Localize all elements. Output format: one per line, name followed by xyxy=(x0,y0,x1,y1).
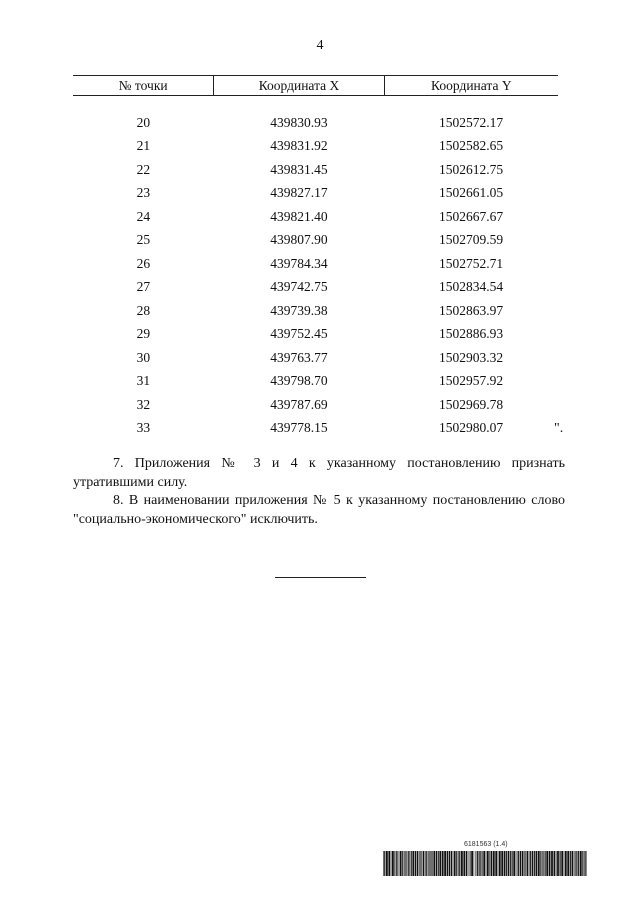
cell-coordinate-y: 1502834.54 xyxy=(439,279,504,295)
cell-point-number: 33 xyxy=(136,420,151,436)
table-body xyxy=(73,96,558,441)
cell-coordinate-x: 439742.75 xyxy=(270,279,328,295)
column-header-y: Координата Y xyxy=(384,76,558,96)
cell-point-number: 21 xyxy=(136,138,151,154)
cell-coordinate-x: 439821.40 xyxy=(270,208,328,224)
cell-coordinate-y: 1502980.07 xyxy=(439,420,504,436)
table-row xyxy=(73,135,558,159)
cell-coordinate-x: 439827.17 xyxy=(270,185,328,201)
coordinates-table xyxy=(73,75,558,440)
table-row xyxy=(73,182,558,206)
cell-point-number: 20 xyxy=(136,114,151,130)
cell-coordinate-x: 439830.93 xyxy=(270,114,328,130)
paragraph-8: 8. В наименовании приложения № 5 к указанному постановлению слово "социально-экономического" исключить. xyxy=(73,493,565,527)
cell-point-number: 29 xyxy=(136,326,151,342)
cell-coordinate-x: 439739.38 xyxy=(270,302,328,318)
cell-coordinate-y: 1502612.75 xyxy=(439,161,504,177)
cell-point-number: 30 xyxy=(136,349,151,365)
separator-line xyxy=(275,577,366,578)
cell-point-number: 24 xyxy=(136,208,151,224)
page-number: 4 xyxy=(316,38,324,53)
cell-point-number: 25 xyxy=(136,232,151,248)
cell-coordinate-x: 439763.77 xyxy=(270,349,328,365)
table-row xyxy=(73,346,558,370)
table-row xyxy=(73,276,558,300)
cell-point-number: 26 xyxy=(136,255,151,271)
document-code: 6181563 (1.4) xyxy=(464,841,508,848)
column-header-x: Координата X xyxy=(214,76,384,96)
table-row xyxy=(73,323,558,347)
cell-coordinate-y: 1502582.65 xyxy=(439,138,504,154)
cell-coordinate-y: 1502969.78 xyxy=(439,396,504,412)
table-row xyxy=(73,417,558,441)
closing-quote-mark: ". xyxy=(554,421,564,436)
cell-point-number: 28 xyxy=(136,302,151,318)
cell-coordinate-y: 1502903.32 xyxy=(439,349,504,365)
cell-point-number: 22 xyxy=(136,161,151,177)
cell-coordinate-y: 1502752.71 xyxy=(439,255,504,271)
barcode xyxy=(383,851,588,876)
table-row xyxy=(73,96,558,135)
cell-coordinate-y: 1502661.05 xyxy=(439,185,504,201)
cell-coordinate-x: 439752.45 xyxy=(270,326,328,342)
table-row xyxy=(73,158,558,182)
table-row xyxy=(73,229,558,253)
cell-point-number: 31 xyxy=(136,373,151,389)
cell-coordinate-y: 1502863.97 xyxy=(439,302,504,318)
cell-coordinate-y: 1502957.92 xyxy=(439,373,504,389)
cell-coordinate-x: 439778.15 xyxy=(270,420,328,436)
cell-coordinate-y: 1502709.59 xyxy=(439,232,504,248)
table-row xyxy=(73,393,558,417)
cell-coordinate-x: 439807.90 xyxy=(270,232,328,248)
cell-point-number: 23 xyxy=(136,185,151,201)
cell-coordinate-y: 1502886.93 xyxy=(439,326,504,342)
table-row xyxy=(73,299,558,323)
cell-point-number: 32 xyxy=(136,396,151,412)
cell-coordinate-x: 439831.45 xyxy=(270,161,328,177)
table-row xyxy=(73,370,558,394)
cell-coordinate-x: 439798.70 xyxy=(270,373,328,389)
cell-coordinate-y: 1502572.17 xyxy=(439,114,504,130)
paragraph-7: 7. Приложения № 3 и 4 к указанному постановлению признать утратившими силу. xyxy=(73,456,565,490)
cell-coordinate-x: 439784.34 xyxy=(270,255,328,271)
cell-coordinate-x: 439831.92 xyxy=(270,138,328,154)
cell-coordinate-y: 1502667.67 xyxy=(439,208,504,224)
cell-coordinate-x: 439787.69 xyxy=(270,396,328,412)
table-header-row xyxy=(73,76,558,96)
table-row xyxy=(73,252,558,276)
table-row xyxy=(73,205,558,229)
cell-point-number: 27 xyxy=(136,279,151,295)
column-header-point: № точки xyxy=(73,76,214,96)
